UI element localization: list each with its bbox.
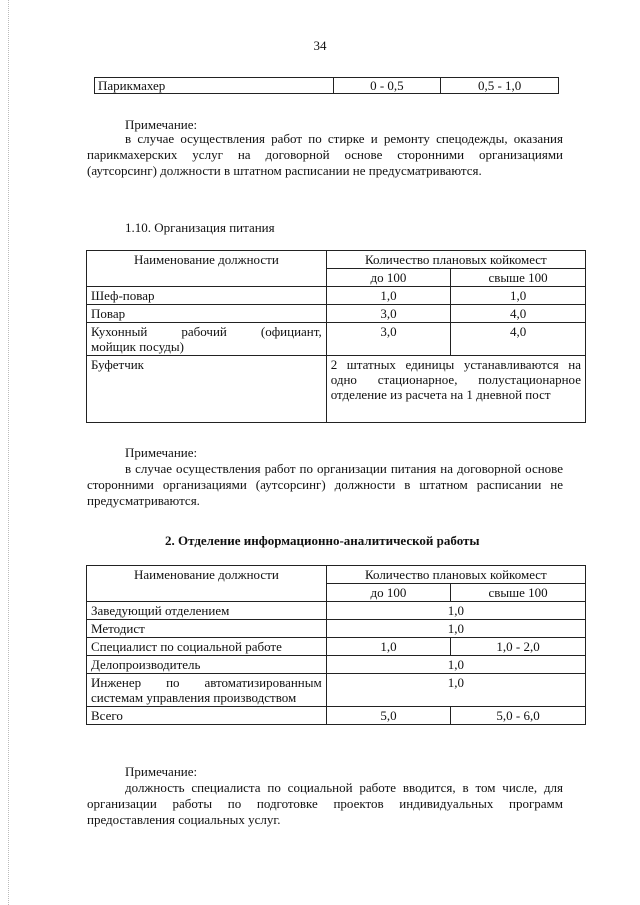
value-under-100: 3,0 — [326, 323, 450, 356]
value-over-100: 0,5 - 1,0 — [441, 78, 559, 94]
page-number: 34 — [313, 38, 327, 53]
table-row — [87, 620, 586, 638]
subheader-over-100: свыше 100 — [451, 269, 586, 287]
merged-value: 1,0 — [326, 674, 585, 707]
column-header-position: Наименование должности — [87, 566, 327, 602]
position-name: Шеф-повар — [87, 287, 327, 305]
info-analytics-staff-table — [86, 565, 586, 725]
table-row — [87, 707, 586, 725]
merged-value: 1,0 — [326, 602, 585, 620]
table-row — [95, 78, 559, 94]
value-under-100: 0 - 0,5 — [333, 78, 441, 94]
value-over-100: 4,0 — [451, 323, 586, 356]
table-row — [87, 287, 586, 305]
hairdresser-table — [94, 77, 559, 94]
position-name: Буфетчик — [87, 356, 327, 423]
table-header-row — [87, 566, 586, 584]
subheader-over-100: свыше 100 — [451, 584, 586, 602]
position-name-line2: мойщик посуды) — [91, 339, 184, 354]
position-name: Парикмахер — [95, 78, 334, 94]
value-under-100: 5,0 — [326, 707, 450, 725]
merged-value: 2 штатных единицы устанавливаются на одно стационарное, полустационарное отделение из расчета на 1 дневной пост — [326, 356, 585, 423]
section-heading: 2. Отделение информационно-аналитической работы — [165, 533, 480, 548]
position-name: Методист — [87, 620, 327, 638]
value-over-100: 4,0 — [451, 305, 586, 323]
merged-value: 1,0 — [326, 620, 585, 638]
value-under-100: 1,0 — [326, 638, 450, 656]
table-row — [87, 674, 586, 707]
value-over-100: 1,0 — [451, 287, 586, 305]
value-under-100: 1,0 — [326, 287, 450, 305]
subheader-under-100: до 100 — [326, 584, 450, 602]
table-row — [87, 305, 586, 323]
position-name: Повар — [87, 305, 327, 323]
section-heading: 1.10. Организация питания — [125, 220, 275, 235]
note-title: Примечание: — [125, 764, 198, 779]
table-row — [87, 602, 586, 620]
position-name — [87, 323, 327, 356]
table-row — [87, 323, 586, 356]
value-over-100: 1,0 - 2,0 — [451, 638, 586, 656]
column-header-quantity: Количество плановых койкомест — [326, 566, 585, 584]
position-name-line1: Кухонный рабочий (официант, — [91, 324, 322, 339]
value-under-100: 3,0 — [326, 305, 450, 323]
note-text: в случае осуществления работ по стирке и ремонту спецодежды, оказания парикмахерских услуг на договорной основе сторонними организациями (аутсорсинг) должности в штатном расписании не предусматриваются. — [87, 131, 563, 178]
position-name: Специалист по социальной работе — [87, 638, 327, 656]
scan-margin-line — [8, 0, 11, 905]
column-header-quantity: Количество плановых койкомест — [326, 251, 585, 269]
position-name: Всего — [87, 707, 327, 725]
subheader-under-100: до 100 — [326, 269, 450, 287]
merged-value: 1,0 — [326, 656, 585, 674]
value-over-100: 5,0 - 6,0 — [451, 707, 586, 725]
position-name: Заведующий отделением — [87, 602, 327, 620]
note-title: Примечание: — [125, 117, 198, 132]
table-row — [87, 356, 586, 423]
note-text: должность специалиста по социальной работе вводится, в том числе, для организации работы по подготовке проектов индивидуальных программ предоставления социальных услуг. — [87, 780, 563, 827]
table-row — [87, 638, 586, 656]
table-header-row — [87, 251, 586, 269]
position-name: Делопроизводитель — [87, 656, 327, 674]
note-title: Примечание: — [125, 445, 198, 460]
position-name: Инженер по автоматизированным системам управления производством — [87, 674, 327, 707]
table-row — [87, 656, 586, 674]
column-header-position: Наименование должности — [87, 251, 327, 287]
catering-staff-table — [86, 250, 586, 423]
note-text: в случае осуществления работ по организации питания на договорной основе сторонними организациями (аутсорсинг) должности в штатном расписании не предусматриваются. — [87, 461, 563, 508]
